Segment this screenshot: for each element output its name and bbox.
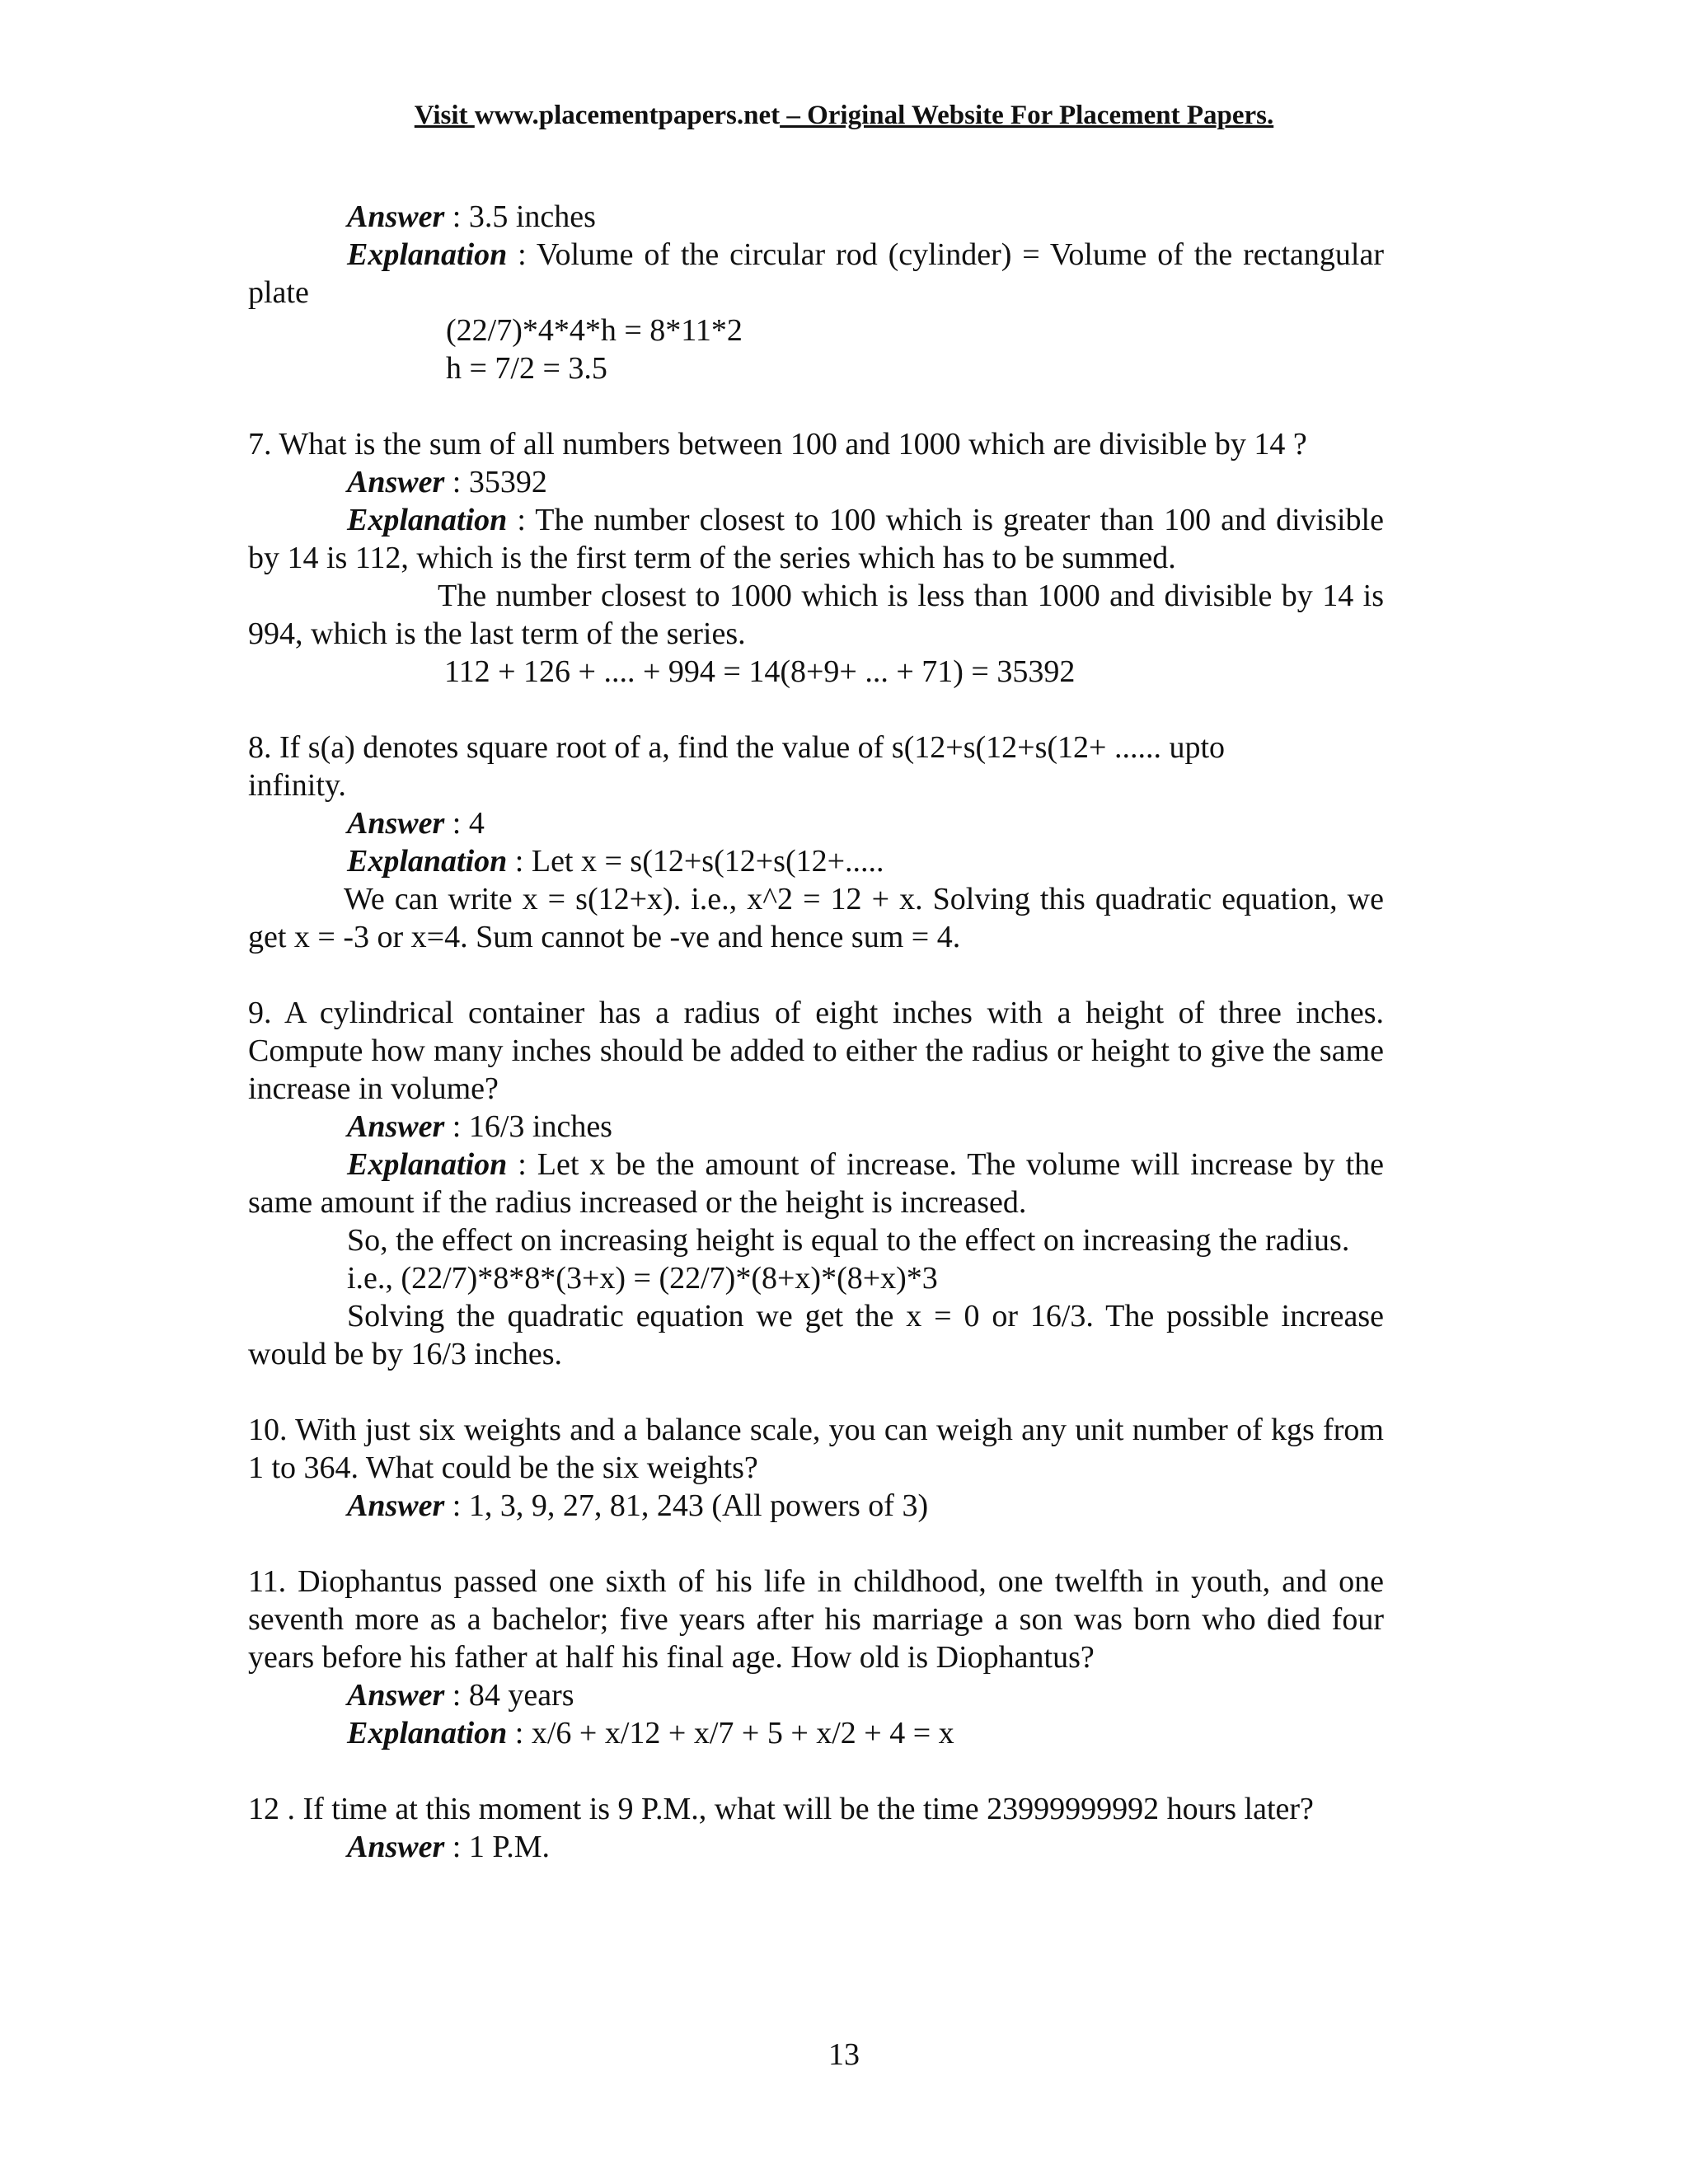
q6-explanation: Explanation : Volume of the circular rod (cylinder) = Volume of the rectangular plate xyxy=(248,237,1384,310)
q8-question: 8. If s(a) denotes square root of a, find the value of s(12+s(12+s(12+ ...... upto infinity. xyxy=(248,730,1226,803)
q9-question: 9. A cylindrical container has a radius of eight inches with a height of three inches. Compute how many inches should be added to either the radius or height to give the same increase in volume? xyxy=(248,996,1384,1106)
answer-label: Answer xyxy=(347,806,445,841)
q9-explanation: Explanation : Let x be the amount of increase. The volume will increase by the same amount if the radius increased or the height is increased. xyxy=(248,1147,1384,1220)
q7-answer: Answer : 35392 xyxy=(347,465,547,499)
q7-question: 7. What is the sum of all numbers between 100 and 1000 which are divisible by 14 ? xyxy=(248,427,1307,462)
header-visit: Visit xyxy=(414,101,475,130)
q12-question: 12 . If time at this moment is 9 P.M., what will be the time 23999999992 hours later? xyxy=(248,1792,1314,1826)
q9-explanation-2: So, the effect on increasing height is equal to the effect on increasing the radius. xyxy=(347,1223,1350,1258)
q6-formula-2: h = 7/2 = 3.5 xyxy=(446,351,607,386)
q9-answer: Answer : 16/3 inches xyxy=(347,1109,612,1144)
q8-answer: Answer : 4 xyxy=(347,806,485,841)
answer-label: Answer xyxy=(347,1109,445,1144)
q11-answer: Answer : 84 years xyxy=(347,1678,574,1713)
explanation-label: Explanation xyxy=(347,237,508,272)
page-number: 13 xyxy=(828,2037,860,2072)
page-content xyxy=(248,198,1384,1866)
q11-question: 11. Diophantus passed one sixth of his life in childhood, one twelfth in youth, and one seventh more as a bachelor; five years after his marriage a son was born who died four years before his father at half his final age. How old is Diophantus? xyxy=(248,1564,1384,1675)
q9-explanation-4: Solving the quadratic equation we get the x = 0 or 16/3. The possible increase would be by 16/3 inches. xyxy=(248,1299,1384,1371)
explanation-label: Explanation xyxy=(347,1716,508,1750)
answer-label: Answer xyxy=(347,465,445,499)
header-tagline: – Original Website For Placement Papers. xyxy=(780,101,1274,130)
page-header xyxy=(0,97,1688,134)
header-site-link[interactable]: www.placementpapers.net xyxy=(474,101,781,130)
q7-formula: 112 + 126 + .... + 994 = 14(8+9+ ... + 71) = 35392 xyxy=(444,654,1076,689)
answer-label: Answer xyxy=(347,1678,445,1713)
q7-explanation: Explanation : The number closest to 100 which is greater than 100 and divisible by 14 is 112, which is the first term of the series which has to be summed. xyxy=(248,503,1384,575)
q10-question: 10. With just six weights and a balance scale, you can weigh any unit number of kgs from 1 to 364. What could be the six weights? xyxy=(248,1413,1384,1485)
q11-explanation: Explanation : x/6 + x/12 + x/7 + 5 + x/2 + 4 = x xyxy=(347,1716,954,1750)
q8-explanation: Explanation : Let x = s(12+s(12+s(12+..... xyxy=(347,844,884,879)
explanation-label: Explanation xyxy=(347,1147,508,1182)
answer-label: Answer xyxy=(347,199,445,234)
q12-answer: Answer : 1 P.M. xyxy=(347,1830,551,1864)
answer-label: Answer xyxy=(347,1830,445,1864)
q9-explanation-3: i.e., (22/7)*8*8*(3+x) = (22/7)*(8+x)*(8+x)*3 xyxy=(347,1261,938,1296)
q8-explanation-2: We can write x = s(12+x). i.e., x^2 = 12 + x. Solving this quadratic equation, we get x = -3 or x=4. Sum cannot be -ve and hence sum = 4. xyxy=(248,882,1384,954)
q6-formula-1: (22/7)*4*4*h = 8*11*2 xyxy=(446,313,743,348)
q6-answer: Answer : 3.5 inches xyxy=(347,199,596,234)
explanation-label: Explanation xyxy=(347,844,508,879)
q10-answer: Answer : 1, 3, 9, 27, 81, 243 (All powers of 3) xyxy=(347,1488,929,1523)
q7-explanation-2: The number closest to 1000 which is less than 1000 and divisible by 14 is 994, which is the last term of the series. xyxy=(248,579,1384,651)
answer-label: Answer xyxy=(347,1488,445,1523)
explanation-label: Explanation xyxy=(347,503,508,537)
